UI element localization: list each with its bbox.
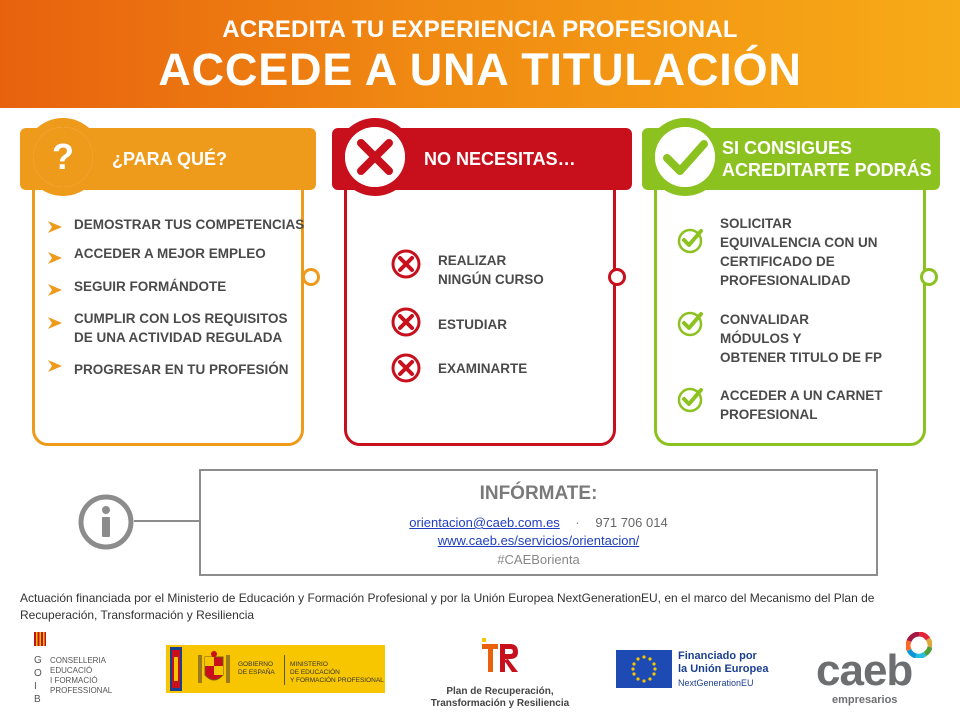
web-link[interactable]: www.caeb.es/servicios/orientacion/	[437, 533, 640, 548]
goib-line: CONSELLERIA	[50, 656, 107, 665]
coat-of-arms-icon	[194, 649, 234, 689]
list-item: EQUIVALENCIA CON UN	[720, 235, 878, 250]
goib-line: EDUCACIÓ	[50, 666, 93, 675]
list-item: PROFESIONAL	[720, 407, 818, 422]
web-line	[201, 533, 876, 548]
arrow-bullet-icon	[46, 218, 64, 236]
eu-line: Financiado por	[678, 650, 757, 662]
x-circle-icon	[390, 248, 422, 280]
eu-flag-icon	[616, 650, 672, 688]
panel-frame	[32, 156, 304, 446]
question-icon	[24, 118, 102, 196]
arrow-bullet-icon	[46, 314, 64, 332]
plan-line: Transformación y Resiliencia	[430, 698, 570, 709]
list-item: ACCEDER A UN CARNET	[720, 388, 883, 403]
ministerio-line: DE EDUCACIÓN	[290, 669, 340, 676]
eu-line: la Unión Europea	[678, 663, 769, 675]
check-circle-icon	[676, 308, 706, 338]
list-item: PROGRESAR EN TU PROFESIÓN	[74, 362, 289, 377]
spain-flag-icon	[170, 647, 182, 691]
header-subtitle: ACREDITA TU EXPERIENCIA PROFESIONAL	[222, 16, 738, 43]
gobierno-espana-logo	[166, 645, 385, 693]
info-title: INFÓRMATE:	[479, 483, 598, 504]
gobierno-text	[238, 661, 275, 677]
arrow-bullet-icon	[46, 357, 64, 375]
ministerio-line: Y FORMACIÓN PROFESIONAL	[290, 677, 384, 684]
panel-title: ¿PARA QUÉ?	[112, 149, 227, 169]
list-item: ACCEDER A MEJOR EMPLEO	[74, 246, 266, 261]
list-item: PROFESIONALIDAD	[720, 273, 851, 288]
goib-letter: O	[34, 668, 44, 679]
plan-recuperacion-logo	[420, 638, 580, 710]
panel-title	[722, 128, 932, 190]
panel-no-necesitas	[332, 128, 622, 446]
list-item: REALIZAR	[438, 253, 507, 268]
gobierno-line: GOBIERNO	[238, 661, 274, 668]
ring-decoration	[302, 268, 320, 286]
panel-si-consigues	[642, 128, 932, 446]
x-circle-icon	[390, 306, 422, 338]
list-item: CONVALIDAR	[720, 312, 809, 327]
goib-letter: I	[34, 681, 39, 692]
goib-letters	[34, 654, 44, 706]
x-circle-icon	[390, 352, 422, 384]
panel-title: NO NECESITAS…	[424, 149, 576, 169]
list-item: MÓDULOS Y	[720, 331, 802, 346]
contact-line	[201, 515, 876, 530]
caeb-sub: empresarios	[832, 694, 898, 706]
header-banner	[0, 0, 960, 108]
caeb-logo	[814, 632, 944, 710]
plan-text	[420, 686, 580, 710]
ministerio-line: MINISTERIO	[290, 661, 328, 668]
divider	[284, 655, 285, 685]
goib-letter: G	[34, 655, 44, 666]
list-item: CUMPLIR CON LOS REQUISITOS	[74, 311, 288, 326]
goib-line: PROFESSIONAL	[50, 686, 113, 695]
info-icon	[78, 494, 134, 550]
panel-title-line: SI CONSIGUES	[722, 138, 853, 158]
list-item: SEGUIR FORMÁNDOTE	[74, 279, 227, 294]
x-icon	[336, 118, 414, 196]
connector-line	[134, 520, 200, 522]
list-item: DE UNA ACTIVIDAD REGULADA	[74, 330, 283, 345]
list-item: SOLICITAR	[720, 216, 792, 231]
panel-frame	[344, 156, 616, 446]
ring-decoration	[920, 268, 938, 286]
plan-line: Plan de Recuperación,	[446, 686, 554, 697]
funding-statement: Actuación financiada por el Ministerio de Educación y Formación Profesional y por la Unión Europea NextGenerationEU, en el marco del Mecanismo del Plan de Recuperación, Transformación y Resiliencia	[20, 591, 875, 622]
goib-logo	[34, 632, 124, 710]
goib-text	[50, 656, 112, 696]
eu-text	[678, 650, 768, 676]
panel-title-line: ACREDITARTE PODRÁS	[722, 160, 932, 180]
eu-funding-logo	[616, 650, 786, 690]
phone-number: 971 706 014	[595, 515, 668, 530]
info-box	[199, 469, 878, 576]
header-title: ACCEDE A UNA TITULACIÓN	[158, 44, 802, 95]
list-item: EXAMINARTE	[438, 361, 528, 376]
check-circle-icon	[676, 384, 706, 414]
ring-decoration	[608, 268, 626, 286]
goib-letter: B	[34, 694, 43, 705]
hashtag: #CAEBorienta	[497, 552, 580, 567]
svg-text:?: ?	[52, 136, 74, 177]
gobierno-line: DE ESPAÑA	[238, 669, 275, 676]
list-item: DEMOSTRAR TUS COMPETENCIAS	[74, 217, 305, 232]
goib-emblem-icon	[34, 632, 46, 646]
email-link[interactable]: orientacion@caeb.com.es	[409, 515, 560, 530]
check-circle-icon	[676, 225, 706, 255]
arrow-bullet-icon	[46, 249, 64, 267]
eu-next-gen: NextGenerationEU	[678, 678, 754, 688]
list-item: CERTIFICADO DE	[720, 254, 835, 269]
list-item: OBTENER TITULO DE FP	[720, 350, 882, 365]
panel-para-que	[20, 128, 310, 446]
goib-line: I FORMACIÓ	[50, 676, 98, 685]
arrow-bullet-icon	[46, 281, 64, 299]
separator: ·	[575, 515, 580, 530]
check-icon	[646, 118, 724, 196]
ministerio-text	[290, 661, 384, 685]
list-item: NINGÚN CURSO	[438, 272, 544, 287]
caeb-wordmark: caeb	[816, 646, 913, 695]
plan-tr-mark-icon	[470, 638, 530, 678]
list-item: ESTUDIAR	[438, 317, 508, 332]
